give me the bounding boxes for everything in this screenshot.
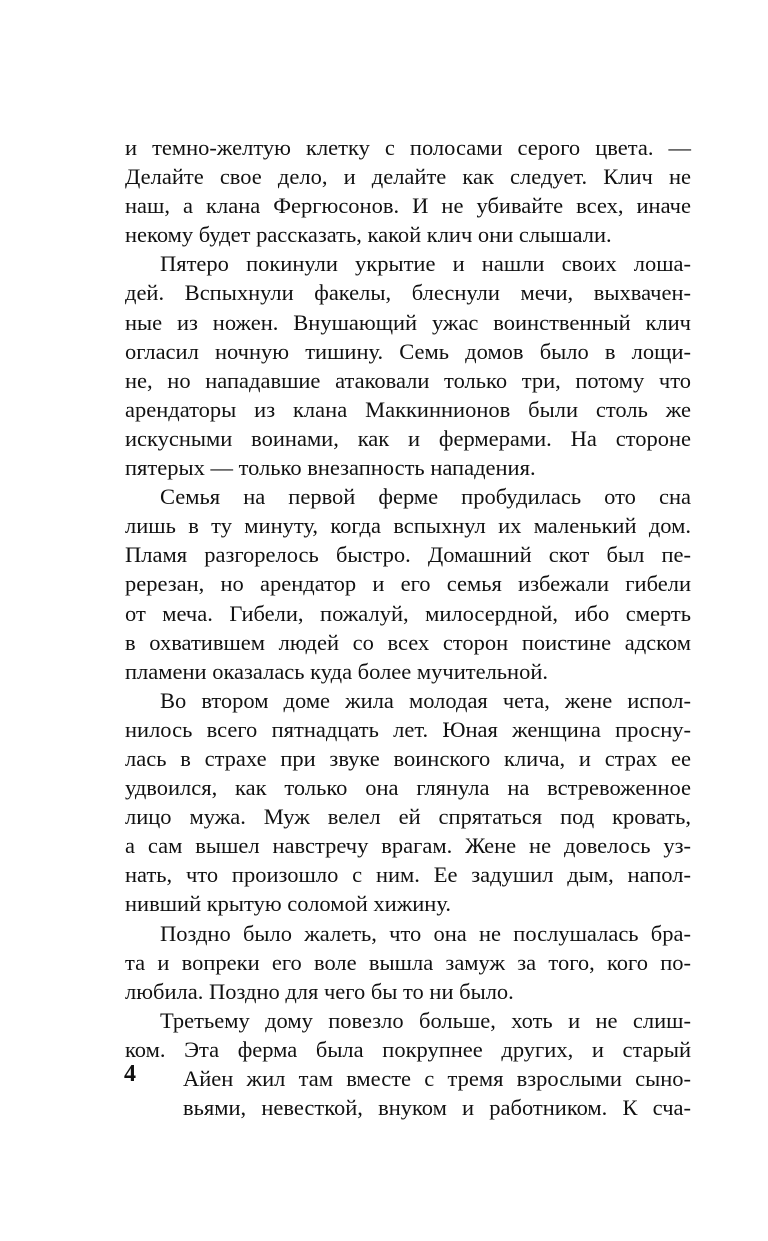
text-line: Делайте свое дело, и делайте как следует. Клич не <box>125 164 691 190</box>
text-line: нилось всего пятнадцать лет. Юная женщина просну- <box>125 716 691 742</box>
text-line: огласил ночную тишину. Семь домов было в лощи- <box>125 338 691 364</box>
text-line: а сам вышел навстречу врагам. Жене не довелось уз- <box>125 833 691 859</box>
body-text <box>125 133 691 1122</box>
text-line: Пламя разгорелось быстро. Домашний скот был пе- <box>125 542 691 568</box>
text-line: ные из ножен. Внушающий ужас воинственный клич <box>125 309 691 335</box>
text-line: любила. Поздно для чего бы то ни было. <box>125 978 514 1004</box>
text-line: лицо мужа. Муж велел ей спрятаться под кровать, <box>125 804 691 830</box>
text-line: в охватившем людей со всех сторон поистине адском <box>125 629 691 655</box>
text-line: пламени оказалась куда более мучительной. <box>125 658 549 684</box>
text-line: нать, что произошло с ним. Ее задушил дым, напол- <box>125 862 691 888</box>
text-line: лишь в ту минуту, когда вспыхнул их маленький дом. <box>125 513 691 539</box>
text-line: Пятеро покинули укрытие и нашли своих лоша- <box>160 251 691 277</box>
text-line: и темно-желтую клетку с полосами серого цвета. — <box>125 135 691 160</box>
text-line: та и вопреки его воле вышла замуж за того, кого по- <box>125 949 691 975</box>
page-number: 4 <box>124 1061 136 1087</box>
text-line: ререзан, но арендатор и его семья избежали гибели <box>125 571 691 597</box>
text-line: ком. Эта ферма была покрупнее других, и старый <box>125 1036 691 1062</box>
text-line: нивший крытую соломой хижину. <box>125 891 451 917</box>
text-line: удвоился, как только она глянула на встревоженное <box>125 775 691 801</box>
text-line: Поздно было жалеть, что она не послушалась бра- <box>160 920 691 946</box>
text-line: дей. Вспыхнули факелы, блеснули мечи, выхвачен- <box>125 280 691 306</box>
text-line: Во втором доме жила молодая чета, жене испол- <box>160 687 691 713</box>
text-line: не, но нападавшие атаковали только три, потому что <box>125 367 691 393</box>
text-line: искусными воинами, как и фермерами. На стороне <box>125 425 691 451</box>
text-line: вьями, невесткой, внуком и работником. К сча- <box>183 1095 691 1121</box>
text-line: от меча. Гибели, пожалуй, милосердной, ибо смерть <box>125 600 691 626</box>
text-line: арендаторы из клана Маккиннионов были столь же <box>125 396 691 422</box>
text-line: Третьему дому повезло больше, хоть и не слиш- <box>160 1007 691 1033</box>
text-line: пятерых — только внезапность нападения. <box>125 455 536 481</box>
text-line: лась в страхе при звуке воинского клича, и страх ее <box>125 745 691 771</box>
text-line: Семья на первой ферме пробудилась ото сна <box>160 484 691 510</box>
text-line: наш, а клана Фергюсонов. И не убивайте всех, иначе <box>125 193 691 219</box>
text-line: Айен жил там вместе с тремя взрослыми сыно- <box>183 1066 691 1091</box>
text-line: некому будет рассказать, какой клич они слышали. <box>125 222 612 248</box>
